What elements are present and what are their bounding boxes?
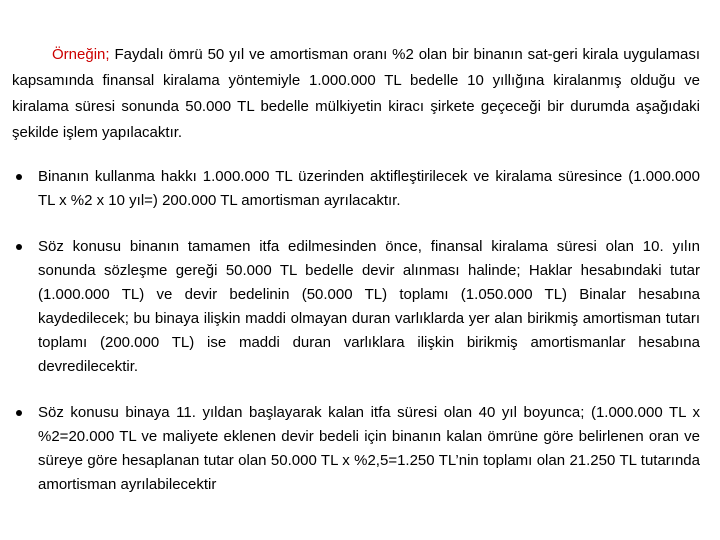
bullet-text-1: Binanın kullanma hakkı 1.000.000 TL üzerinden aktifleştirilecek ve kiralama süresince (1.000.000 TL x %2 x 10 yıl=) 200.000 TL amortisman ayrılacaktır. — [38, 168, 700, 209]
intro-paragraph — [12, 42, 700, 146]
bullet-list — [12, 165, 700, 497]
bullet-text-3: Söz konusu binaya 11. yıldan başlayarak kalan itfa süresi olan 40 yıl boyunca; (1.000.000 TL x %2=20.000 TL ve maliyete eklenen devir bedeli için binanın kalan ömrüne göre belirlenen oran ve süreye göre hesaplanan tutar olan 50.000 TL x %2,5=1.250 TL’nin toplamı olan 21.250 TL tutarında amortisman ayrılabilecektir — [38, 404, 700, 493]
example-label: Örneğin; — [52, 46, 110, 63]
bullet-dot-icon — [16, 174, 22, 180]
bullet-item-3 — [12, 401, 700, 497]
bullet-item-1 — [12, 165, 700, 213]
intro-text: Faydalı ömrü 50 yıl ve amortisman oranı %2 olan bir binanın sat-geri kirala uygulaması kapsamında finansal kiralama yöntemiyle 1.000.000 TL bedelle 10 yıllığına kiralanmış olduğu ve kiralama süresi sonunda 50.000 TL bedelle mülkiyetin kiracı şirkete geçeceği bir durumda aşağıdaki şekilde işlem yapılacaktır. — [12, 46, 700, 141]
bullet-dot-icon — [16, 244, 22, 250]
bullet-dot-icon — [16, 410, 22, 416]
bullet-item-2 — [12, 235, 700, 379]
bullet-text-2: Söz konusu binanın tamamen itfa edilmesinden önce, finansal kiralama süresi olan 10. yılın sonunda sözleşme gereği 50.000 TL bedelle devir alınması halinde; Haklar hesabındaki tutar (1.000.000 TL) ve devir bedelinin (50.000 TL) toplamı (1.050.000 TL) Binalar hesabına kaydedilecek; bu binaya ilişkin maddi olmayan duran varlıklarda yer alan birikmiş amortisman tutarı toplamı (200.000 TL) ise maddi duran varlıklara ilişkin birikmiş amortismanlar hesabına devredilecektir. — [38, 238, 700, 375]
